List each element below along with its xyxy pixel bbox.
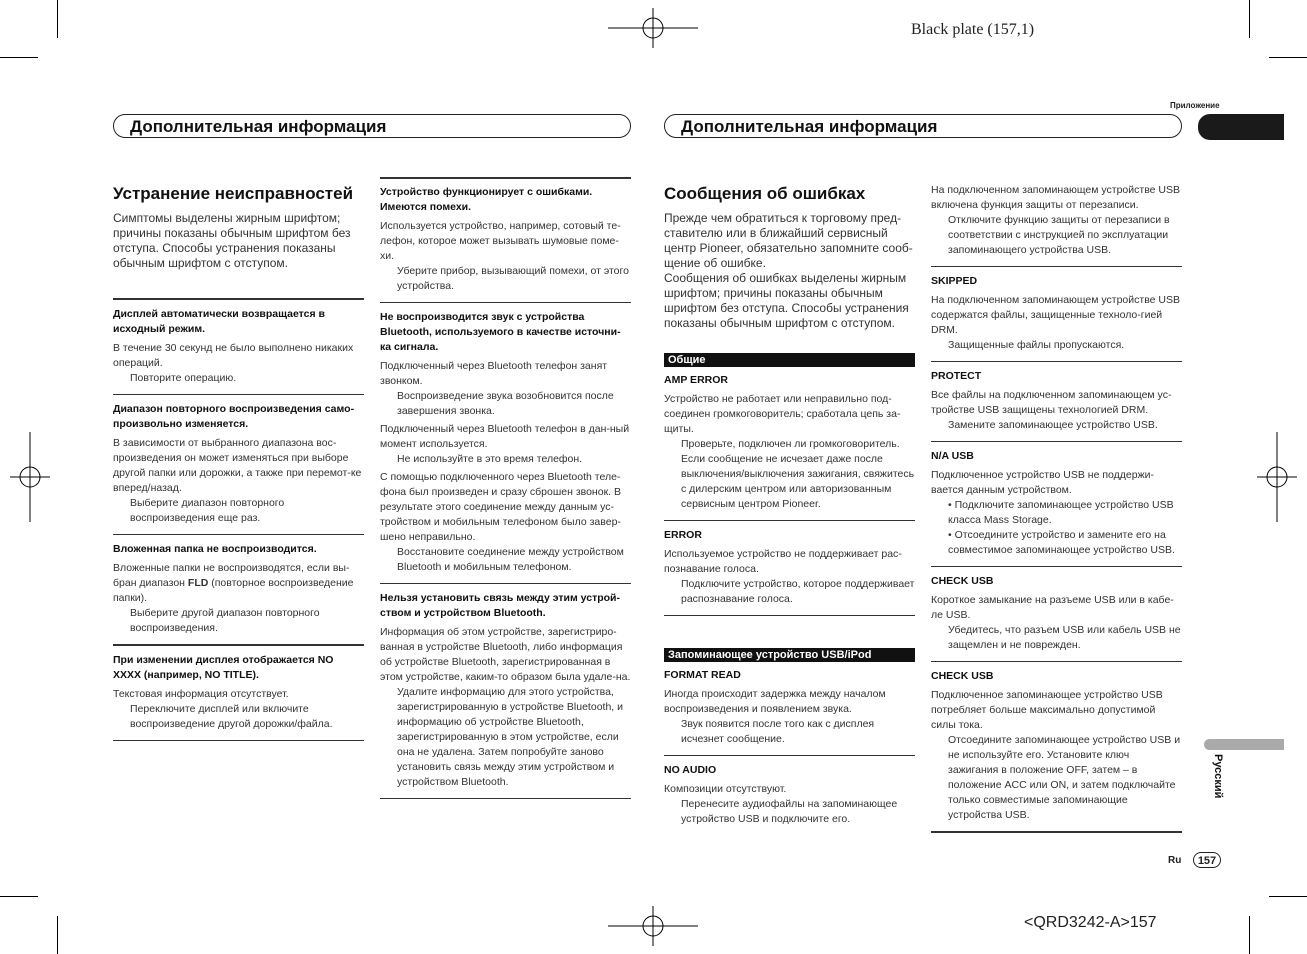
registration-mark-icon [1257, 432, 1297, 522]
section-tab [1198, 114, 1284, 140]
cause: Композиции отсутствуют. [664, 783, 787, 795]
error-code: FORMAT READ [664, 669, 741, 681]
remedy: Восстановите соединение между устройством Bluetooth и мобильным телефоном. [397, 546, 624, 573]
cause: На подключенном запоминающем устройстве USB содержатся файлы, защищенные техноло-гией DRM. [931, 294, 1181, 336]
symptom: Не воспроизводится звук с устройства Bluetooth, используемого в качестве источни-ка сигнала. [380, 311, 621, 353]
errors-title: Сообщения об ошибках [664, 184, 866, 203]
remedy: Выберите диапазон повторного воспроизведения еще раз. [130, 497, 285, 524]
remedy: Звук появится после того как с дисплея исчезнет сообщение. [681, 718, 875, 745]
error-item [931, 661, 1182, 831]
remedy: Выберите другой диапазон повторного воспроизведения. [130, 607, 320, 634]
error-code: PROTECT [931, 370, 982, 382]
usb-subheader: Запоминающее устройство USB/iPod [664, 648, 915, 662]
error-item [931, 183, 1182, 266]
errors-column-2 [931, 183, 1182, 833]
troubleshoot-item [380, 177, 631, 302]
symptom: При изменении дисплея отображается NO XXXX (например, NO TITLE). [113, 654, 334, 681]
divider [931, 831, 1182, 833]
error-code: AMP ERROR [664, 374, 728, 386]
page-number: 157 [1193, 852, 1221, 868]
cause: В течение 30 секунд не было выполнено никаких операций. [113, 342, 354, 369]
cause: Подключенное запоминающее устройство USB потребляет больше максимально допустимой силы тока. [931, 689, 1163, 731]
crop-mark [0, 57, 38, 58]
crop-mark [1249, 0, 1250, 38]
cause-part: Вложенные папки не воспроизводятся, если вы-бран диапазон [113, 562, 350, 589]
cause: Используется устройство, например, сотовый те-лефон, которое может вызывать шумовые поме-хи. [380, 220, 621, 262]
troubleshoot-item [113, 394, 364, 534]
troubleshoot-item [113, 534, 364, 644]
divider [664, 615, 915, 616]
cause: Подключенный через Bluetooth телефон занят звонком. [380, 360, 608, 387]
error-item [931, 441, 1182, 566]
error-code: N/A USB [931, 450, 974, 462]
symptom: Дисплей автоматически возвращается в исходный режим. [113, 308, 326, 335]
cause: Используемое устройство не поддерживает рас-познавание голоса. [664, 548, 902, 575]
remedy: Уберите прибор, вызывающий помехи, от этого устройства. [397, 265, 629, 292]
remedy: Переключите дисплей или включите воспроизведение другой дорожки/файла. [130, 703, 333, 730]
crop-mark [1269, 57, 1307, 58]
troubleshoot-title: Устранение неисправностей [113, 184, 354, 203]
error-item [664, 520, 915, 615]
error-item [664, 367, 915, 520]
cause: На подключенном запоминающем устройстве USB включена функция защиты от перезаписи. [931, 184, 1181, 211]
cause: Текстовая информация отсутствует. [113, 688, 289, 700]
error-item [931, 361, 1182, 441]
divider [380, 798, 631, 799]
error-item [931, 566, 1182, 661]
cause: В зависимости от выбранного диапазона вос-произведения он может изменяться при выборе другой папки или дорожки, а также при перемот-ке вперед/назад. [113, 437, 362, 494]
errors-column-1 [664, 183, 915, 835]
doc-code: <QRD3242-A>157 [1024, 914, 1157, 931]
cause: Устройство не работает или неправильно под-соединен громкоговоритель; сработала цепь за-щиты. [664, 393, 901, 435]
general-subheader: Общие [664, 353, 915, 367]
errors-intro: Сообщения об ошибках выделены жирным шрифтом; причины показаны обычным шрифтом без отступа. Способы устранения показаны обычным шрифтом с отступом. [664, 271, 909, 330]
remedy: Удалите информацию для этого устройства, зарегистрированную в устройстве Bluetooth, и информацию об устройстве Bluetooth, зарегистрированную в этом устройстве, если она не удалена. Затем попробуйте заново установить связь между этим устройством и устройством Bluetooth. [397, 686, 623, 788]
error-item [931, 266, 1182, 361]
registration-mark-icon [608, 906, 698, 946]
troubleshoot-item [113, 644, 364, 740]
cause: Короткое замыкание на разъеме USB или в кабе-ле USB. [931, 594, 1174, 621]
crop-mark [1249, 916, 1250, 954]
cause-part: (повторное воспроизведение папки). [113, 577, 354, 604]
error-code: NO AUDIO [664, 764, 717, 776]
language-tab [1204, 739, 1284, 750]
troubleshoot-intro: Симптомы выделены жирным шрифтом; причины показаны обычным шрифтом без отступа. Способы устранения показаны обычным шрифтом с отступом. [113, 211, 351, 270]
cause: Подключенное устройство USB не поддержи-вается данным устройством. [931, 469, 1154, 496]
error-item [664, 755, 915, 835]
remedy: Отсоедините запоминающее устройство USB и не используйте его. Установите ключ зажигания в положение OFF, затем – в положение ACC или ON, и затем подключайте только совместимые запоминающие устройства USB. [948, 734, 1181, 821]
error-code: SKIPPED [931, 275, 978, 287]
remedy: Повторите операцию. [130, 372, 237, 384]
remedy: Не используйте в это время телефон. [397, 453, 583, 465]
troubleshoot-item [380, 302, 631, 583]
section-tab-label: Приложение [1170, 101, 1220, 110]
crop-mark [57, 0, 58, 38]
cause: Иногда происходит задержка между началом воспроизведения и появлением звука. [664, 688, 886, 715]
remedy: Убедитесь, что разъем USB или кабель USB не защемлен и не поврежден. [948, 624, 1181, 651]
troubleshoot-item [113, 298, 364, 394]
troubleshoot-item [380, 583, 631, 798]
remedy: Отключите функцию защиты от перезаписи в соответствии с инструкцией по эксплуатации запоминающего устройства USB. [948, 214, 1170, 256]
error-code: CHECK USB [931, 575, 994, 587]
language-tab-label: Русский [1212, 754, 1224, 799]
troubleshoot-column-1 [113, 183, 364, 741]
error-code: ERROR [664, 529, 702, 541]
crop-mark [57, 916, 58, 954]
remedy: Подключите устройство, которое поддерживает распознавание голоса. [681, 578, 915, 605]
remedy: • Подключите запоминающее устройство USB класса Mass Storage. [948, 499, 1174, 526]
cause: Подключенный через Bluetooth телефон в дан-ный момент используется. [380, 423, 630, 450]
plate-label: Black plate (157,1) [911, 21, 1035, 38]
left-section-header: Дополнительная информация [113, 114, 631, 138]
cause: Все файлы на подключенном запоминающем ус-тройстве USB защищены технологией DRM. [931, 389, 1172, 416]
fld-label: FLD [187, 577, 209, 589]
remedy: Перенесите аудиофайлы на запоминающее устройство USB и подключите его. [681, 798, 898, 825]
symptom: Вложенная папка не воспроизводится. [113, 543, 317, 555]
symptom: Устройство функционирует с ошибками. Имеются помехи. [380, 186, 593, 213]
remedy: Воспроизведение звука возобновится после завершения звонка. [397, 390, 614, 417]
error-item [664, 662, 915, 755]
registration-mark-icon [608, 8, 698, 48]
cause [113, 561, 364, 606]
cause: С помощью подключенного через Bluetooth теле-фона был произведен и сразу сброшен звонок. В результате этого соединение между данным ус-тройством и мобильным телефоном было завер-шено неправильно. [380, 471, 621, 543]
registration-mark-icon [10, 432, 50, 522]
symptom: Диапазон повторного воспроизведения само-произвольно изменяется. [113, 403, 355, 430]
troubleshoot-column-2 [380, 177, 631, 799]
symptom: Нельзя установить связь между этим устрой-ством и устройством Bluetooth. [380, 592, 621, 619]
crop-mark [1269, 896, 1307, 897]
errors-intro: Прежде чем обратиться к торговому пред-ставителю или в ближайший сервисный центр Pioneer, обязательно запомните сооб-щение об ошибке. [664, 211, 913, 270]
page-lang: Ru [1168, 855, 1182, 866]
error-code: CHECK USB [931, 670, 994, 682]
crop-mark [0, 896, 38, 897]
cause: Информация об этом устройстве, зарегистриро-ванная в устройстве Bluetooth, либо информация об устройстве Bluetooth, зарегистрированная в этом устройстве, каким-то образом была удале-на. [380, 626, 631, 683]
remedy: • Отсоедините устройство и замените его на совместимое запоминающее устройство USB. [948, 529, 1175, 556]
remedy: Проверьте, подключен ли громкоговоритель. Если сообщение не исчезает даже после выключения/выключения зажигания, свяжитесь с дилерским центром или авторизованным сервисным центром Pioneer. [681, 438, 915, 510]
remedy: Замените запоминающее устройство USB. [948, 419, 1158, 431]
remedy: Защищенные файлы пропускаются. [948, 339, 1125, 351]
right-section-header: Дополнительная информация [664, 114, 1182, 138]
divider [113, 740, 364, 741]
